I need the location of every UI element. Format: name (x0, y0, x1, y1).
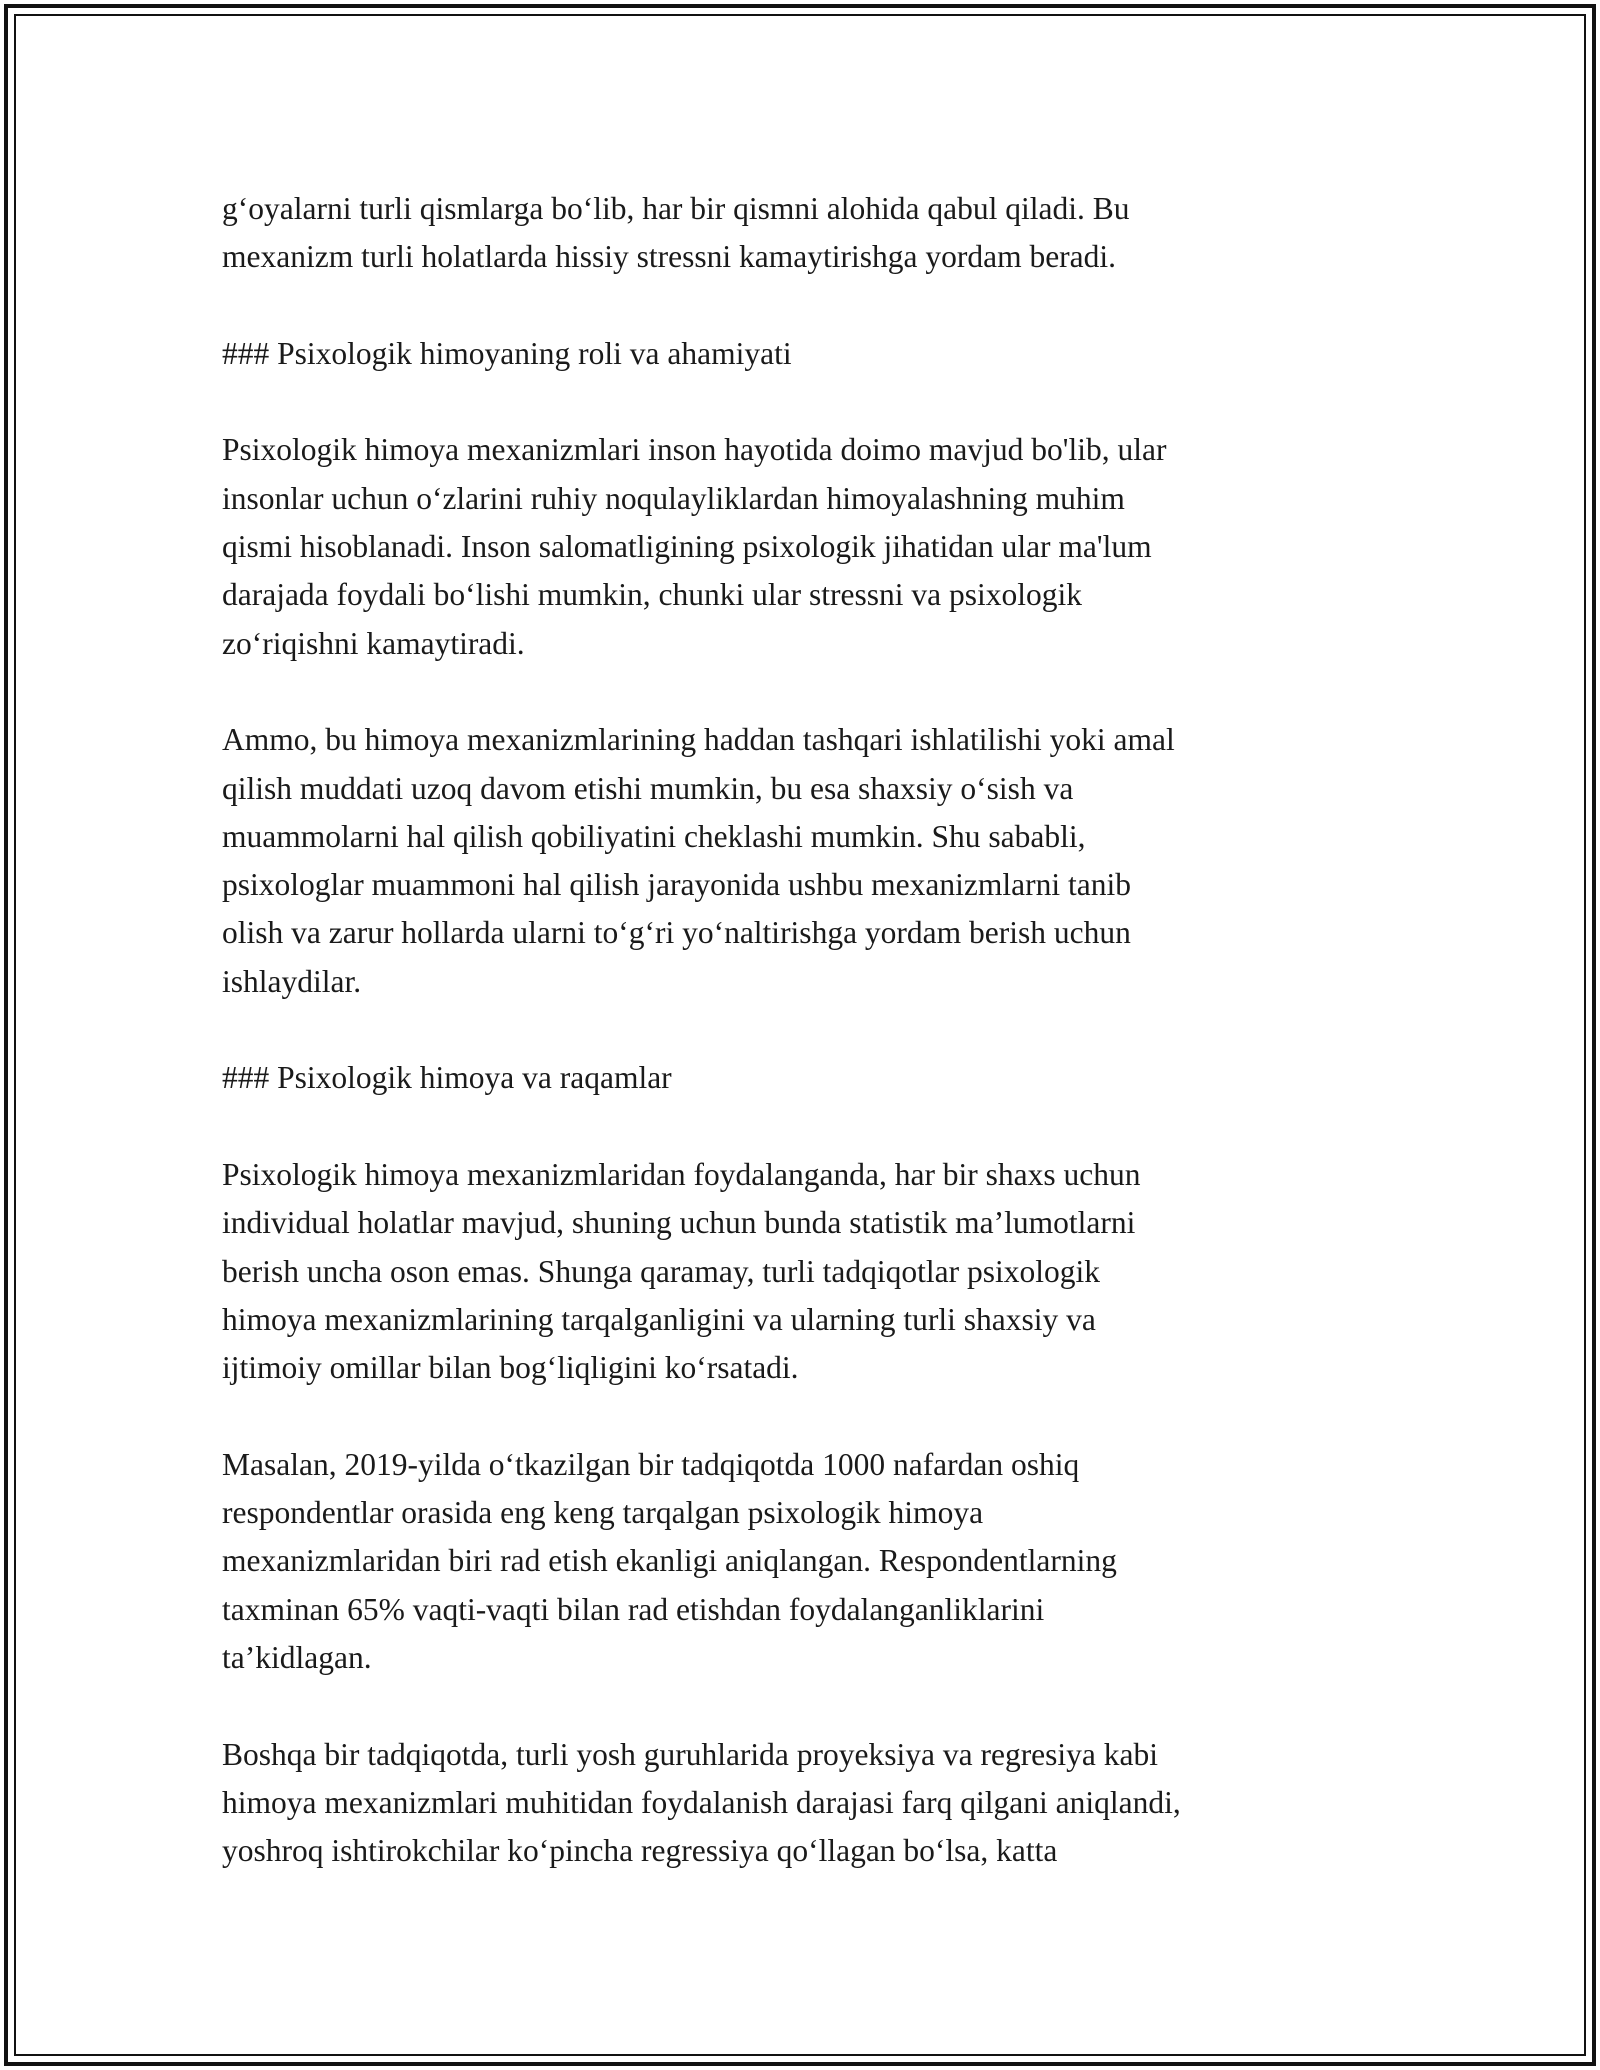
text-line: Masalan, 2019-yilda o‘tkazilgan bir tadqiqotda 1000 nafardan oshiq (222, 1446, 1080, 1482)
document-body (222, 185, 1382, 1924)
text-line: Boshqa bir tadqiqotda, turli yosh guruhlarida proyeksiya va regresiya kabi (222, 1736, 1159, 1772)
section-heading-numbers (222, 1054, 1382, 1102)
text-line: insonlar uchun o‘zlarini ruhiy noqulayliklardan himoyalashning muhim (222, 480, 1125, 516)
text-line: mexanizmlaridan biri rad etish ekanligi aniqlangan. Respondentlarning (222, 1543, 1117, 1579)
text-line: ta’kidlagan. (222, 1639, 372, 1675)
text-line: psixologlar muammoni hal qilish jarayonida ushbu mexanizmlarni tanib (222, 867, 1131, 903)
text-line: ijtimoiy omillar bilan bog‘liqligini ko‘rsatadi. (222, 1350, 799, 1386)
text-line: himoya mexanizmlari muhitidan foydalanish darajasi farq qilgani aniqlandi, (222, 1784, 1181, 1820)
text-line: qilish muddati uzoq davom etishi mumkin, bu esa shaxsiy o‘sish va (222, 770, 1074, 806)
text-line: zo‘riqishni kamaytiradi. (222, 625, 525, 661)
text-line: berish uncha oson emas. Shunga qaramay, turli tadqiqotlar psixologik (222, 1253, 1101, 1289)
text-line: respondentlar orasida eng keng tarqalgan psixologik himoya (222, 1495, 984, 1531)
text-line: Ammo, bu himoya mexanizmlarining haddan tashqari ishlatilishi yoki amal (222, 722, 1175, 758)
paragraph-1 (222, 185, 1382, 282)
paragraph-5 (222, 1441, 1382, 1682)
text-line: ishlaydilar. (222, 963, 362, 999)
text-line: muammolarni hal qilish qobiliyatini cheklashi mumkin. Shu sababli, (222, 818, 1086, 854)
text-line: olish va zarur hollarda ularni to‘g‘ri yo‘naltirishga yordam berish uchun (222, 915, 1131, 951)
text-line: qismi hisoblanadi. Inson salomatligining psixologik jihatidan ular ma'lum (222, 529, 1152, 565)
heading-text: ### Psixologik himoya va raqamlar (222, 1060, 672, 1096)
text-line: yoshroq ishtirokchilar ko‘pincha regressiya qo‘llagan bo‘lsa, katta (222, 1833, 1058, 1869)
text-line: Psixologik himoya mexanizmlari inson hayotida doimo mavjud bo'lib, ular (222, 432, 1167, 468)
text-line: individual holatlar mavjud, shuning uchun bunda statistik ma’lumotlarni (222, 1205, 1136, 1241)
paragraph-4 (222, 1151, 1382, 1392)
text-line: himoya mexanizmlarining tarqalganligini va ularning turli shaxsiy va (222, 1301, 1096, 1337)
text-line: darajada foydali bo‘lishi mumkin, chunki ular stressni va psixologik (222, 577, 1082, 613)
paragraph-2 (222, 426, 1382, 667)
text-line: g‘oyalarni turli qismlarga bo‘lib, har bir qismni alohida qabul qiladi. Bu (222, 191, 1130, 226)
text-line: mexanizm turli holatlarda hissiy stressni kamaytirishga yordam beradi. (222, 239, 1117, 275)
section-heading-role (222, 330, 1382, 378)
heading-text: ### Psixologik himoyaning roli va ahamiyati (222, 335, 792, 371)
text-line: taxminan 65% vaqti-vaqti bilan rad etishdan foydalanganliklarini (222, 1591, 1045, 1627)
text-line: Psixologik himoya mexanizmlaridan foydalanganda, har bir shaxs uchun (222, 1156, 1141, 1192)
paragraph-6 (222, 1731, 1382, 1876)
paragraph-3 (222, 716, 1382, 1006)
